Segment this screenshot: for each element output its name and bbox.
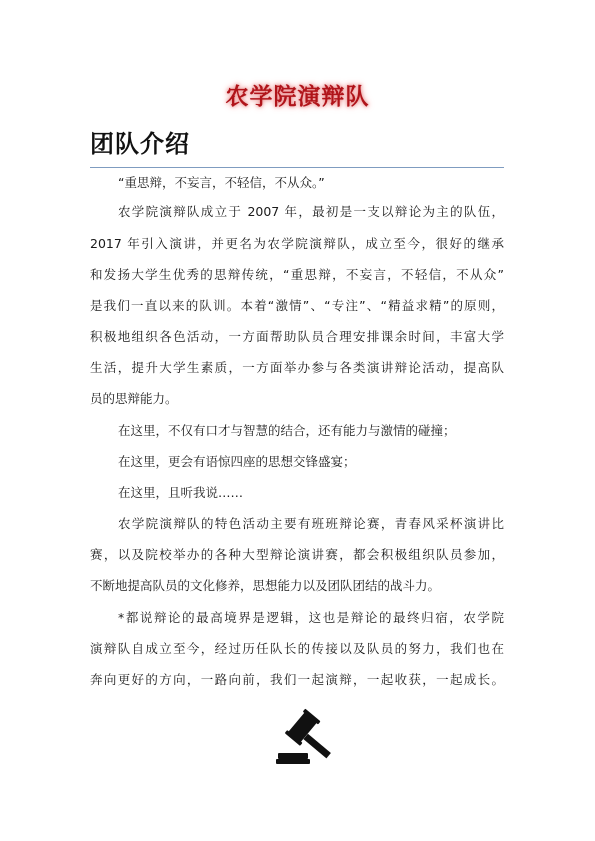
page-title: 农学院演辩队 (225, 84, 370, 110)
paragraph-line: 在这里，不仅有口才与智慧的结合，还有能力与激情的碰撞； (118, 423, 456, 438)
heading-divider (90, 167, 504, 168)
gavel-block (278, 753, 308, 759)
paragraph-line: 农学院演辩队成立于 2007 年，最初是一支以辩论为主的队伍， (118, 204, 504, 219)
paragraph-line: 赛，以及院校举办的各种大型辩论演讲赛，都会积极组织队员参加， (90, 547, 504, 562)
paragraph-line: 演辩队自成立至今，经过历任队长的传接以及队员的努力，我们也在 (90, 641, 504, 656)
paragraph-line: 积极地组织各色活动，一方面帮助队员合理安排课余时间，丰富大学 (90, 329, 504, 344)
section-heading: 团队介绍 (90, 130, 190, 158)
paragraph-line: 生活，提升大学生素质，一方面举办参与各类演讲辩论活动，提高队 (90, 360, 504, 375)
paragraph-line: 在这里，更会有语惊四座的思想交锋盛宴； (118, 454, 356, 469)
paragraph-line: 不断地提高队员的文化修养，思想能力以及团队团结的战斗力。 (90, 578, 441, 593)
paragraph-line: 奔向更好的方向，一路向前，我们一起演辩，一起收获，一起成长。 (90, 672, 504, 687)
paragraph-line: 在这里，且听我说…… (118, 485, 244, 500)
paragraph-line: 和发扬大学生优秀的思辩传统，“重思辩，不妄言，不轻信，不从众” (90, 267, 504, 282)
gavel-icon (276, 706, 342, 766)
paragraph-line: *都说辩论的最高境界是逻辑，这也是辩论的最终归宿，农学院 (118, 610, 504, 625)
paragraph-line: 2017 年引入演讲，并更名为农学院演辩队，成立至今，很好的继承 (90, 236, 504, 251)
gavel-block-base (276, 759, 310, 764)
paragraph-line: 是我们一直以来的队训。本着“激情”、“专注”、“精益求精”的原则， (90, 298, 504, 313)
paragraph-line: 员的思辩能力。 (90, 391, 178, 406)
paragraph-line: 农学院演辩队的特色活动主要有班班辩论赛，青春风采杯演讲比 (118, 516, 504, 531)
motto-line: “重思辩，不妄言，不轻信，不从众。” (118, 175, 325, 190)
